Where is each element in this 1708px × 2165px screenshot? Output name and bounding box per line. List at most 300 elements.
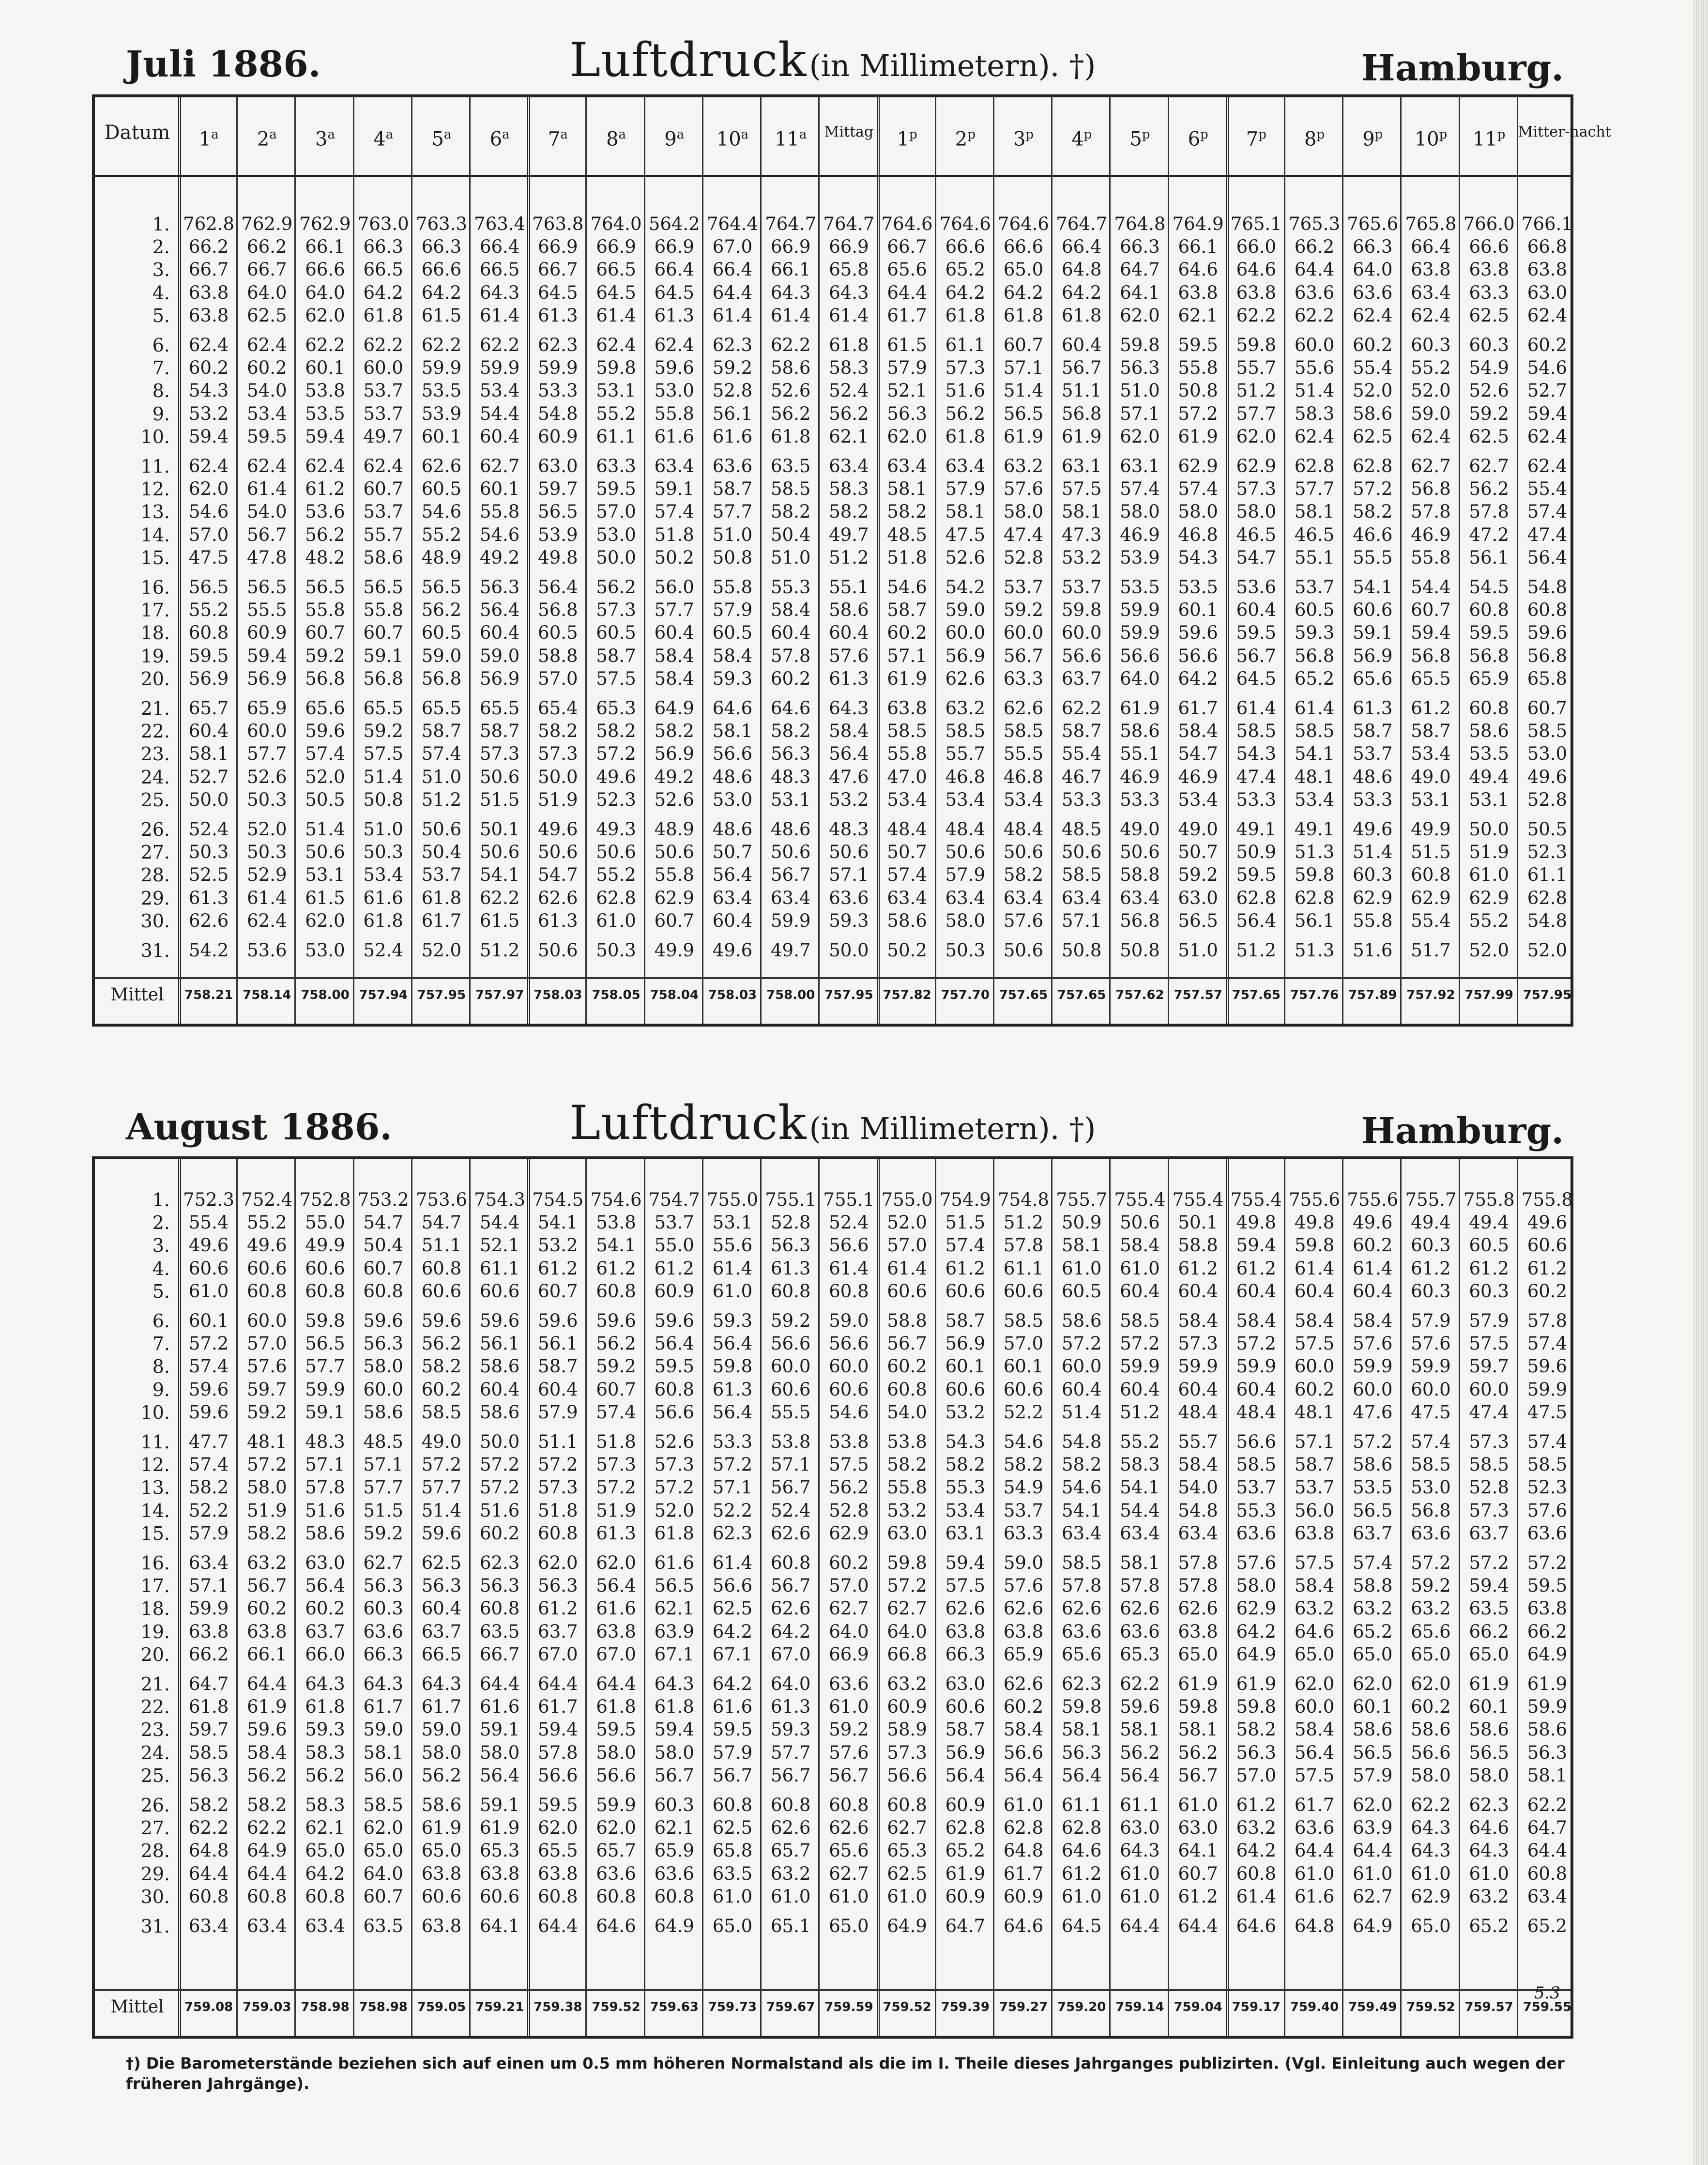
pressure-value: 56.2 [421, 599, 462, 621]
pressure-value: 61.0 [1469, 1863, 1509, 1884]
pressure-value: 53.8 [770, 1431, 811, 1452]
pressure-value: 48.6 [712, 819, 753, 840]
pressure-value: 64.1 [479, 1916, 520, 1936]
hour-number: 10 [716, 128, 741, 151]
pressure-value: 63.5 [1469, 1598, 1509, 1619]
pressure-value: 61.9 [1003, 426, 1044, 447]
pressure-value: 56.7 [770, 864, 811, 886]
pressure-value: 62.0 [1236, 426, 1277, 447]
pressure-value: 49.9 [654, 940, 694, 961]
pressure-value: 57.2 [479, 1454, 520, 1475]
hour-number: 3 [315, 128, 328, 151]
pressure-value: 55.3 [945, 1477, 985, 1498]
pressure-value: 61.0 [1178, 1795, 1218, 1815]
pressure-value: 50.2 [654, 547, 694, 568]
day-label: 25. [140, 1765, 170, 1786]
pressure-value: 58.4 [1003, 1719, 1044, 1740]
pressure-value: 61.0 [188, 1280, 229, 1302]
pressure-value: 51.9 [1469, 842, 1509, 863]
pressure-value: 62.3 [1469, 1795, 1509, 1815]
pressure-value: 59.0 [829, 1310, 869, 1331]
pressure-value: 46.7 [1062, 766, 1102, 787]
pressure-value: 60.1 [945, 1356, 985, 1377]
pressure-value: 56.7 [654, 1765, 694, 1786]
pressure-value: 51.6 [305, 1500, 345, 1521]
pressure-value: 59.1 [479, 1795, 520, 1815]
pressure-value: 56.8 [1469, 645, 1509, 666]
pressure-value: 62.4 [247, 456, 287, 476]
pressure-value: 54.0 [247, 501, 287, 522]
pressure-value: 63.8 [596, 1621, 636, 1642]
pressure-value: 765.3 [1289, 214, 1341, 234]
pressure-value: 59.8 [1120, 335, 1160, 355]
pressure-value: 56.5 [1003, 403, 1044, 424]
pressure-value: 64.9 [247, 1840, 287, 1861]
pressure-value: 48.6 [1353, 766, 1393, 787]
day-label: 29. [140, 1863, 170, 1885]
pressure-value: 60.8 [770, 1795, 811, 1815]
pressure-value: 57.6 [829, 645, 869, 666]
pressure-value: 51.4 [1294, 380, 1335, 401]
pressure-value: 57.7 [305, 1356, 345, 1377]
pressure-value: 58.2 [188, 1795, 229, 1815]
pressure-value: 55.7 [363, 524, 403, 545]
pressure-value: 61.3 [829, 668, 869, 689]
hour-suffix: p [1200, 127, 1208, 142]
pressure-value: 56.8 [538, 599, 578, 621]
pressure-value: 50.5 [1527, 819, 1568, 840]
pressure-value: 764.4 [707, 214, 758, 234]
pressure-value: 62.0 [1120, 426, 1160, 447]
pressure-value: 60.0 [247, 1310, 287, 1331]
pressure-value: 56.7 [247, 524, 287, 545]
pressure-value: 63.3 [1469, 282, 1509, 303]
pressure-value: 56.2 [1178, 1742, 1218, 1763]
hour-suffix: a [799, 127, 807, 142]
pressure-value: 61.4 [479, 305, 520, 326]
pressure-value: 50.6 [1120, 1212, 1160, 1233]
pressure-value: 58.3 [305, 1795, 345, 1815]
pressure-value: 50.8 [1120, 940, 1160, 961]
pressure-value: 62.8 [1003, 1817, 1044, 1839]
pressure-value: 61.3 [538, 305, 578, 326]
pressure-value: 62.9 [1353, 887, 1393, 908]
pressure-value: 62.8 [596, 887, 636, 908]
pressure-value: 65.8 [829, 259, 869, 280]
pressure-value: 57.1 [1294, 1431, 1335, 1452]
pressure-value: 58.4 [1294, 1575, 1335, 1597]
pressure-value: 764.0 [590, 214, 642, 234]
day-label: 11. [140, 456, 170, 477]
mittel-value: 759.40 [1290, 2000, 1339, 2014]
pressure-value: 63.0 [1527, 282, 1568, 303]
pressure-value: 59.6 [1120, 1696, 1160, 1718]
pressure-value: 59.9 [1236, 1356, 1277, 1377]
pressure-value: 51.6 [945, 380, 985, 401]
pressure-value: 60.5 [1294, 599, 1335, 621]
mittel-value: 757.57 [1174, 988, 1222, 1002]
pressure-value: 62.0 [305, 910, 345, 931]
pressure-value: 58.2 [770, 721, 811, 742]
pressure-value: 765.8 [1405, 214, 1457, 234]
pressure-value: 62.3 [712, 1522, 753, 1544]
pressure-value: 58.6 [1062, 1310, 1102, 1331]
pressure-value: 56.1 [479, 1333, 520, 1354]
pressure-value: 57.2 [421, 1454, 462, 1475]
pressure-value: 54.3 [188, 380, 229, 401]
pressure-value: 63.4 [712, 887, 753, 908]
pressure-value: 63.8 [1469, 259, 1509, 280]
pressure-value: 56.9 [945, 645, 985, 666]
pressure-value: 62.8 [1527, 887, 1568, 908]
mittel-label: Mittel [110, 1997, 164, 2017]
pressure-value: 64.9 [887, 1916, 927, 1936]
pressure-value: 59.2 [829, 1719, 869, 1740]
pressure-value: 56.3 [421, 1575, 462, 1597]
pressure-value: 61.4 [1294, 698, 1335, 719]
pressure-value: 58.5 [1236, 1454, 1277, 1475]
pressure-value: 57.4 [188, 1356, 229, 1377]
hour-number: Mitter-nacht [1518, 123, 1611, 140]
mittel-value: 759.20 [1057, 2000, 1106, 2014]
pressure-value: 61.0 [1469, 864, 1509, 886]
pressure-value: 56.6 [829, 1333, 869, 1354]
pressure-value: 59.0 [1003, 1552, 1044, 1573]
hour-header [645, 127, 703, 150]
pressure-value: 58.5 [887, 721, 927, 742]
pressure-value: 54.8 [1062, 1431, 1102, 1452]
pressure-value: 59.2 [1411, 1575, 1451, 1597]
pressure-value: 53.7 [1062, 577, 1102, 598]
pressure-value: 763.0 [357, 214, 409, 234]
pressure-value: 60.0 [1062, 1356, 1102, 1377]
pressure-value: 63.5 [479, 1621, 520, 1642]
pressure-value: 61.1 [1120, 1795, 1160, 1815]
pressure-value: 60.6 [945, 1696, 985, 1718]
pressure-value: 62.0 [305, 305, 345, 326]
pressure-value: 66.9 [829, 236, 869, 258]
pressure-value: 50.4 [770, 524, 811, 545]
pressure-value: 62.5 [712, 1817, 753, 1839]
pressure-value: 59.5 [188, 645, 229, 666]
day-label: 10. [140, 1401, 170, 1423]
pressure-value: 55.7 [1178, 1431, 1218, 1452]
pressure-value: 62.0 [1120, 305, 1160, 326]
pressure-value: 63.4 [654, 456, 694, 476]
pressure-value: 64.3 [421, 1674, 462, 1694]
pressure-value: 62.0 [596, 1817, 636, 1839]
pressure-value: 50.9 [1062, 1212, 1102, 1233]
pressure-value: 61.1 [1062, 1795, 1102, 1815]
pressure-value: 61.6 [654, 426, 694, 447]
day-label: 27. [140, 842, 170, 863]
pressure-value: 58.7 [1411, 721, 1451, 742]
pressure-value: 57.8 [1178, 1575, 1218, 1597]
pressure-value: 63.8 [1236, 282, 1277, 303]
pressure-value: 59.2 [247, 1401, 287, 1423]
pressure-value: 48.3 [829, 819, 869, 840]
pressure-value: 56.9 [1353, 645, 1393, 666]
pressure-value: 58.7 [538, 1356, 578, 1377]
pressure-value: 51.8 [596, 1431, 636, 1452]
pressure-value: 58.1 [712, 721, 753, 742]
pressure-value: 59.0 [421, 1719, 462, 1740]
pressure-value: 61.5 [421, 305, 462, 326]
pressure-value: 64.2 [945, 282, 985, 303]
pressure-value: 63.4 [887, 887, 927, 908]
pressure-value: 59.6 [1527, 622, 1568, 644]
pressure-value: 62.9 [1236, 456, 1277, 476]
pressure-value: 56.6 [1062, 645, 1102, 666]
pressure-value: 52.4 [829, 1212, 869, 1233]
hour-header [471, 127, 529, 150]
pressure-value: 63.4 [247, 1916, 287, 1936]
pressure-value: 66.2 [1469, 1621, 1509, 1642]
pressure-value: 64.4 [1178, 1916, 1218, 1936]
pressure-value: 58.7 [479, 721, 520, 742]
pressure-value: 61.2 [1411, 1258, 1451, 1279]
pressure-value: 55.2 [188, 599, 229, 621]
hour-suffix: p [967, 127, 976, 142]
day-label: 8. [152, 380, 170, 402]
pressure-value: 53.9 [538, 524, 578, 545]
hour-number: 3 [1013, 128, 1026, 151]
pressure-value: 50.0 [1469, 819, 1509, 840]
pressure-value: 62.4 [188, 456, 229, 476]
pressure-value: 65.5 [421, 698, 462, 719]
pressure-value: 58.6 [479, 1401, 520, 1423]
hour-number: 6 [1188, 128, 1201, 151]
pressure-value: 62.9 [1411, 887, 1451, 908]
pressure-value: 56.2 [596, 577, 636, 598]
pressure-value: 62.8 [1062, 1817, 1102, 1839]
pressure-value: 56.7 [770, 1477, 811, 1498]
pressure-value: 65.6 [829, 1840, 869, 1861]
pressure-value: 61.0 [1411, 1863, 1451, 1884]
pressure-value: 54.7 [538, 864, 578, 886]
pressure-value: 60.7 [363, 622, 403, 644]
pressure-value: 58.1 [1294, 501, 1335, 522]
pressure-value: 56.9 [945, 1333, 985, 1354]
pressure-value: 50.3 [188, 842, 229, 863]
pressure-value: 56.2 [421, 1333, 462, 1354]
pressure-value: 58.0 [1003, 501, 1044, 522]
pressure-value: 65.9 [1003, 1643, 1044, 1665]
day-label: 20. [140, 1643, 170, 1665]
pressure-value: 56.4 [1294, 1742, 1335, 1763]
pressure-value: 64.5 [596, 282, 636, 303]
pressure-value: 54.1 [1062, 1500, 1102, 1521]
pressure-value: 62.4 [1527, 456, 1568, 476]
pressure-value: 64.6 [770, 698, 811, 719]
pressure-value: 56.2 [1120, 1742, 1160, 1763]
pressure-value: 60.6 [829, 1379, 869, 1400]
hour-number: Mittag [824, 123, 874, 140]
day-label: 4. [152, 282, 170, 304]
day-label: 3. [152, 259, 170, 281]
mittel-value: 759.17 [1232, 2000, 1281, 2014]
pressure-value: 60.4 [1178, 1280, 1218, 1302]
pressure-value: 60.6 [945, 1379, 985, 1400]
pressure-value: 60.2 [247, 1598, 287, 1619]
pressure-value: 56.7 [770, 1575, 811, 1597]
pressure-value: 66.4 [654, 259, 694, 280]
pressure-value: 62.7 [1469, 456, 1509, 476]
pressure-value: 62.2 [363, 335, 403, 355]
pressure-value: 50.9 [1236, 842, 1277, 863]
pressure-value: 61.2 [1062, 1863, 1102, 1884]
pressure-value: 47.4 [1236, 766, 1277, 787]
pressure-value: 58.5 [421, 1401, 462, 1423]
pressure-value: 64.8 [1294, 1916, 1335, 1936]
pressure-value: 63.0 [1178, 1817, 1218, 1839]
mittel-value: 759.52 [1406, 2000, 1455, 2014]
pressure-value: 51.9 [247, 1500, 287, 1521]
pressure-value: 63.2 [247, 1552, 287, 1573]
pressure-value: 59.3 [712, 1310, 753, 1331]
pressure-value: 49.8 [538, 547, 578, 568]
pressure-value: 56.5 [538, 501, 578, 522]
pressure-value: 59.4 [945, 1552, 985, 1573]
pressure-value: 53.0 [1527, 743, 1568, 765]
pressure-value: 764.7 [1056, 214, 1108, 234]
pressure-value: 60.1 [1353, 1696, 1393, 1718]
pressure-value: 63.8 [188, 1621, 229, 1642]
hour-header [1227, 127, 1285, 150]
pressure-value: 63.4 [1411, 282, 1451, 303]
pressure-value: 59.6 [1178, 622, 1218, 644]
pressure-value: 65.9 [1469, 668, 1509, 689]
pressure-value: 60.4 [1236, 599, 1277, 621]
pressure-value: 60.6 [887, 1280, 927, 1302]
pressure-value: 58.6 [1353, 1454, 1393, 1475]
pressure-value: 63.5 [363, 1916, 403, 1936]
pressure-value: 52.6 [247, 766, 287, 787]
pressure-value: 60.9 [538, 426, 578, 447]
pressure-value: 764.7 [823, 214, 875, 234]
pressure-value: 48.9 [421, 547, 462, 568]
pressure-value: 49.4 [1411, 1212, 1451, 1233]
pressure-value: 63.6 [1236, 1522, 1277, 1544]
hour-header [1343, 127, 1402, 150]
pressure-value: 63.4 [188, 1552, 229, 1573]
pressure-value: 61.7 [421, 910, 462, 931]
pressure-value: 58.4 [770, 599, 811, 621]
pressure-value: 58.5 [1062, 864, 1102, 886]
day-label: 15. [140, 547, 170, 568]
pressure-value: 52.8 [829, 1500, 869, 1521]
pressure-value: 51.2 [421, 789, 462, 810]
pressure-value: 61.7 [1294, 1795, 1335, 1815]
pressure-value: 57.3 [479, 743, 520, 765]
pressure-value: 61.6 [712, 426, 753, 447]
pressure-value: 53.1 [1411, 789, 1451, 810]
pressure-value: 53.1 [1469, 789, 1509, 810]
pressure-value: 64.1 [1120, 282, 1160, 303]
pressure-value: 56.7 [712, 1765, 753, 1786]
pressure-value: 60.4 [1178, 1379, 1218, 1400]
pressure-value: 65.7 [596, 1840, 636, 1861]
pressure-value: 49.7 [770, 940, 811, 961]
pressure-value: 63.5 [770, 456, 811, 476]
pressure-value: 58.6 [1120, 721, 1160, 742]
pressure-value: 66.0 [1236, 236, 1277, 258]
pressure-value: 762.8 [183, 214, 235, 234]
pressure-value: 65.3 [1120, 1643, 1160, 1665]
pressure-value: 764.6 [939, 214, 991, 234]
pressure-value: 60.3 [1411, 1280, 1451, 1302]
pressure-value: 65.0 [1178, 1643, 1218, 1665]
pressure-value: 755.0 [881, 1189, 933, 1210]
pressure-value: 58.6 [1353, 1719, 1393, 1740]
pressure-value: 61.4 [247, 478, 287, 500]
pressure-value: 61.0 [1353, 1863, 1393, 1884]
pressure-value: 59.8 [1294, 1235, 1335, 1256]
pressure-value: 50.8 [712, 547, 753, 568]
pressure-value: 58.8 [1178, 1235, 1218, 1256]
hour-number: 5 [1129, 128, 1142, 151]
pressure-value: 65.7 [188, 698, 229, 719]
pressure-value: 57.5 [829, 1454, 869, 1475]
pressure-value: 60.5 [596, 622, 636, 644]
pressure-value: 56.7 [829, 1765, 869, 1786]
pressure-value: 61.4 [712, 1552, 753, 1573]
pressure-value: 62.2 [770, 335, 811, 355]
pressure-value: 58.6 [1469, 1719, 1509, 1740]
pressure-value: 59.9 [1178, 1356, 1218, 1377]
pressure-value: 54.0 [887, 1401, 927, 1423]
pressure-value: 60.4 [1353, 1280, 1393, 1302]
pressure-value: 54.8 [1178, 1500, 1218, 1521]
pressure-value: 62.6 [829, 1817, 869, 1839]
pressure-value: 63.7 [1062, 668, 1102, 689]
pressure-value: 56.6 [654, 1401, 694, 1423]
pressure-value: 59.4 [538, 1719, 578, 1740]
pressure-value: 60.8 [770, 1552, 811, 1573]
pressure-value: 62.8 [945, 1817, 985, 1839]
pressure-value: 58.4 [654, 645, 694, 666]
pressure-value: 61.8 [829, 335, 869, 355]
pressure-value: 64.4 [1294, 259, 1335, 280]
pressure-value: 60.9 [887, 1696, 927, 1718]
pressure-value: 63.7 [421, 1621, 462, 1642]
pressure-value: 53.6 [305, 501, 345, 522]
pressure-value: 59.6 [654, 1310, 694, 1331]
pressure-value: 58.3 [1120, 1454, 1160, 1475]
pressure-value: 59.6 [363, 1310, 403, 1331]
pressure-value: 49.0 [1178, 819, 1218, 840]
pressure-value: 50.4 [363, 1235, 403, 1256]
pressure-value: 62.2 [479, 335, 520, 355]
pressure-value: 63.4 [770, 887, 811, 908]
pressure-value: 54.7 [1178, 743, 1218, 765]
pressure-value: 58.0 [1178, 501, 1218, 522]
pressure-value: 53.9 [1120, 547, 1160, 568]
pressure-value: 57.2 [712, 1454, 753, 1475]
mittel-value: 757.65 [999, 988, 1048, 1002]
pressure-value: 56.3 [479, 1575, 520, 1597]
pressure-value: 755.4 [1230, 1189, 1282, 1210]
pressure-value: 66.5 [421, 1643, 462, 1665]
pressure-value: 59.6 [305, 721, 345, 742]
pressure-value: 56.5 [305, 1333, 345, 1354]
hour-header [180, 127, 238, 150]
pressure-value: 64.4 [712, 282, 753, 303]
pressure-value: 51.2 [1003, 1212, 1044, 1233]
hour-header [412, 127, 471, 150]
pressure-value: 48.4 [1003, 819, 1044, 840]
pressure-value: 57.7 [770, 1742, 811, 1763]
